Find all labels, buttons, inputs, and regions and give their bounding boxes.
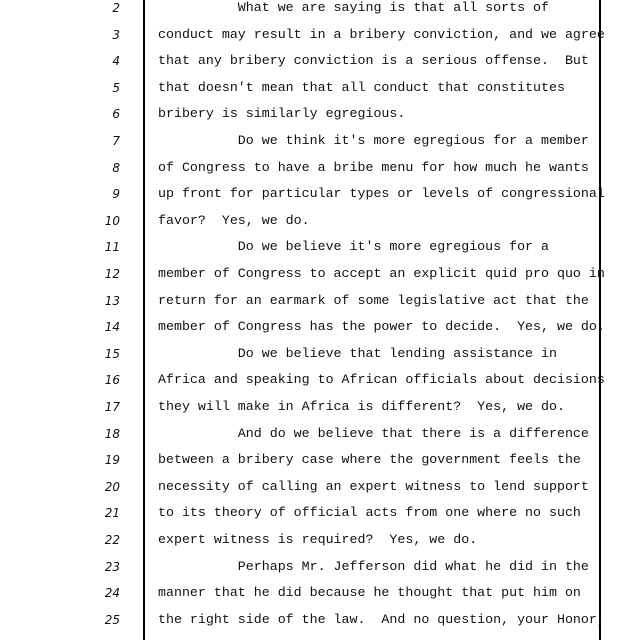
line-number: 25 [104, 612, 120, 627]
line-text: return for an earmark of some legislative act that the [158, 292, 589, 308]
left-margin-rule [143, 0, 145, 640]
line-text: bribery is similarly egregious. [158, 106, 406, 122]
line-number: 6 [112, 107, 120, 122]
line-text: Do we believe it's more egregious for a [158, 239, 549, 255]
line-number: 22 [104, 533, 120, 547]
line-text: member of Congress has the power to decide. Yes, we do. [158, 319, 605, 335]
line-text: Do we think it's more egregious for a member [158, 133, 589, 148]
line-number: 21 [104, 506, 120, 521]
line-text: And do we believe that there is a difference [158, 425, 589, 441]
line-number: 7 [112, 134, 120, 148]
line-number: 9 [112, 187, 120, 202]
line-text: they will make in Africa is different? Yes, we do. [158, 399, 565, 414]
line-number: 4 [112, 54, 120, 69]
line-number: 16 [104, 373, 120, 388]
line-text: between a bribery case where the government feels the [158, 452, 581, 468]
line-text: expert witness is required? Yes, we do. [158, 532, 478, 547]
line-text: manner that he did because he thought that put him on [158, 585, 581, 601]
line-text: up front for particular types or levels of congressional [158, 186, 605, 202]
line-number: 3 [112, 27, 120, 42]
line-number: 19 [104, 453, 120, 468]
line-text: What we are saying is that all sorts of [158, 0, 549, 15]
line-text: Africa and speaking to African officials about decisions [158, 372, 605, 388]
line-number: 24 [104, 586, 120, 601]
line-number: 17 [104, 400, 120, 414]
line-number: 18 [104, 426, 120, 441]
line-text: conduct may result in a bribery conviction, and we agree [158, 26, 605, 42]
line-text: Perhaps Mr. Jefferson did what he did in the [158, 558, 589, 574]
line-number: 14 [104, 320, 120, 335]
line-text: that doesn't mean that all conduct that constitutes [158, 79, 565, 95]
line-text: necessity of calling an expert witness to lend support [158, 478, 589, 494]
line-number: 2 [112, 1, 120, 15]
line-number: 23 [104, 559, 120, 574]
line-number: 11 [104, 240, 120, 255]
line-text: to its theory of official acts from one where no such [158, 505, 581, 521]
line-text: member of Congress to accept an explicit quid pro quo in [158, 266, 605, 281]
line-text: that any bribery conviction is a serious offense. But [158, 53, 589, 69]
line-number: 12 [104, 267, 120, 281]
line-number: 13 [104, 293, 120, 308]
line-number: 15 [104, 346, 120, 361]
line-text: the right side of the law. And no question, your Honor, [158, 611, 605, 627]
line-number: 20 [104, 479, 120, 494]
line-number: 8 [112, 160, 120, 175]
line-number: 10 [104, 213, 120, 228]
line-number: 5 [112, 80, 120, 95]
line-text: favor? Yes, we do. [158, 212, 310, 228]
line-text: of Congress to have a bribe menu for how much he wants [158, 159, 589, 175]
line-text: Do we believe that lending assistance in [158, 345, 557, 361]
